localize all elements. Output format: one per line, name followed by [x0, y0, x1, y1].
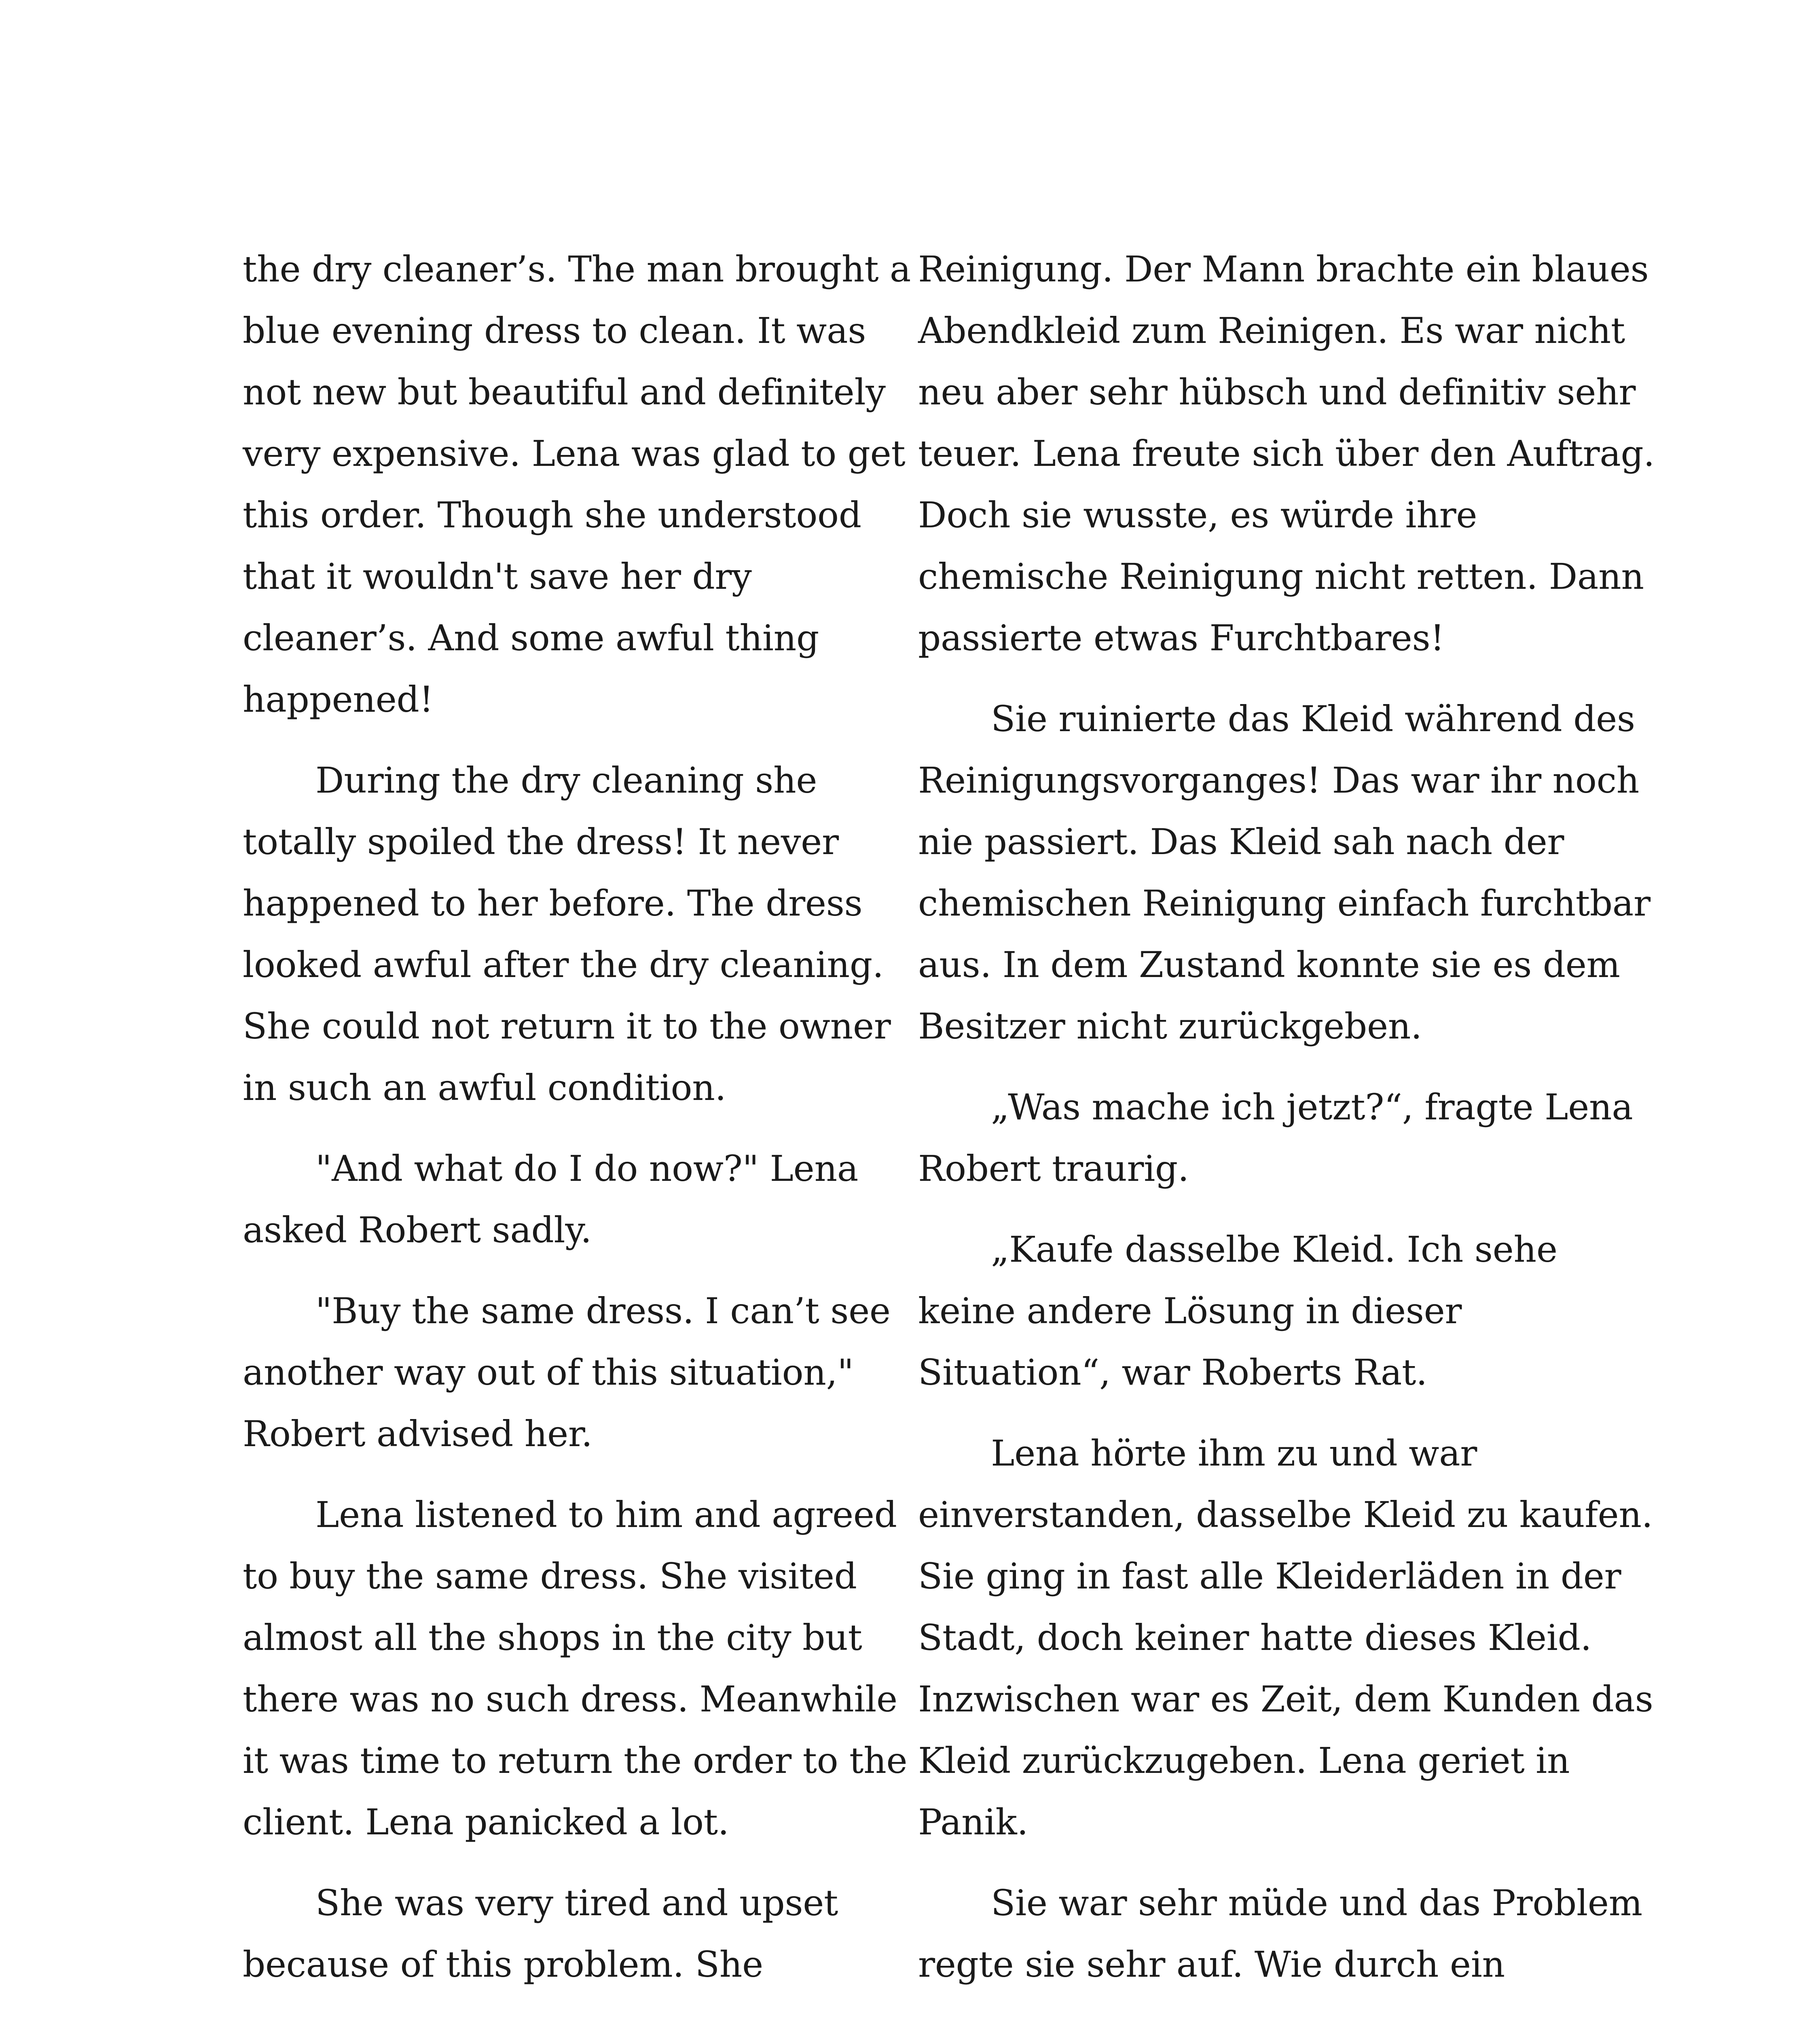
text-line: Lena listened to him and agreed	[315, 1494, 897, 1536]
text-line: She was very tired and upset	[315, 1882, 838, 1924]
text-line: Kleid zurückzugeben. Lena geriet in	[918, 1740, 1570, 1781]
text-line: Situation“, war Roberts Rat.	[918, 1352, 1427, 1393]
text-line: einverstanden, dasselbe Kleid zu kaufen.	[918, 1494, 1653, 1536]
text-line: "Buy the same dress. I can’t see	[315, 1290, 891, 1332]
english-column	[243, 239, 911, 1995]
text-line: Reinigungsvorganges! Das war ihr noch	[918, 759, 1639, 801]
text-line: totally spoiled the dress! It never	[243, 821, 839, 863]
text-line: Stadt, doch keiner hatte dieses Kleid.	[918, 1617, 1592, 1658]
text-line: "And what do I do now?" Lena	[315, 1148, 858, 1189]
text-line: Abendkleid zum Reinigen. Es war nicht	[918, 310, 1625, 351]
text-line: almost all the shops in the city but	[243, 1617, 862, 1658]
text-line: chemischen Reinigung einfach furchtbar	[918, 882, 1651, 924]
text-line: looked awful after the dry cleaning.	[243, 944, 884, 986]
text-line: Besitzer nicht zurückgeben.	[918, 1005, 1422, 1047]
text-line: Inzwischen war es Zeit, dem Kunden das	[918, 1678, 1653, 1720]
text-line: Sie war sehr müde und das Problem	[991, 1882, 1642, 1924]
text-line: Reinigung. Der Mann brachte ein blaues	[918, 248, 1649, 290]
text-line: Robert advised her.	[243, 1413, 593, 1455]
text-line: that it wouldn't save her dry	[243, 556, 752, 597]
text-line: this order. Though she understood	[243, 494, 861, 536]
text-line: Doch sie wusste, es würde ihre	[918, 494, 1477, 536]
text-line: the dry cleaner’s. The man brought a	[243, 248, 911, 290]
text-line: Sie ging in fast alle Kleiderläden in der	[918, 1555, 1621, 1597]
text-line: happened to her before. The dress	[243, 882, 863, 924]
german-column	[918, 239, 1655, 1995]
text-line: passierte etwas Furchtbares!	[918, 617, 1445, 659]
text-line: cleaner’s. And some awful thing	[243, 617, 819, 659]
text-line: neu aber sehr hübsch und definitiv sehr	[918, 371, 1636, 413]
text-line: not new but beautiful and definitely	[243, 371, 886, 413]
text-line: keine andere Lösung in dieser	[918, 1290, 1462, 1332]
text-line: in such an awful condition.	[243, 1067, 726, 1108]
text-line: blue evening dress to clean. It was	[243, 310, 866, 351]
text-line: „Was mache ich jetzt?“, fragte Lena	[991, 1086, 1633, 1128]
text-line: Panik.	[918, 1801, 1029, 1843]
text-line: happened!	[243, 679, 434, 720]
text-line: there was no such dress. Meanwhile	[243, 1678, 897, 1720]
text-line: She could not return it to the owner	[243, 1005, 891, 1047]
text-line: asked Robert sadly.	[243, 1209, 592, 1251]
text-line: it was time to return the order to the	[243, 1740, 908, 1781]
text-line: client. Lena panicked a lot.	[243, 1801, 729, 1843]
text-line: regte sie sehr auf. Wie durch ein	[918, 1944, 1505, 1985]
text-line: During the dry cleaning she	[315, 759, 817, 801]
text-line: chemische Reinigung nicht retten. Dann	[918, 556, 1644, 597]
text-line: Lena hörte ihm zu und war	[991, 1432, 1477, 1474]
text-line: because of this problem. She	[243, 1944, 763, 1985]
text-line: nie passiert. Das Kleid sah nach der	[918, 821, 1564, 863]
text-line: Sie ruinierte das Kleid während des	[991, 698, 1635, 740]
text-line: very expensive. Lena was glad to get	[243, 433, 906, 474]
text-line: Robert traurig.	[918, 1148, 1189, 1189]
text-line: another way out of this situation,"	[243, 1352, 854, 1393]
text-line: to buy the same dress. She visited	[243, 1555, 857, 1597]
text-line: teuer. Lena freute sich über den Auftrag.	[918, 433, 1655, 474]
text-line: aus. In dem Zustand konnte sie es dem	[918, 944, 1620, 986]
text-line: „Kaufe dasselbe Kleid. Ich sehe	[991, 1229, 1558, 1270]
